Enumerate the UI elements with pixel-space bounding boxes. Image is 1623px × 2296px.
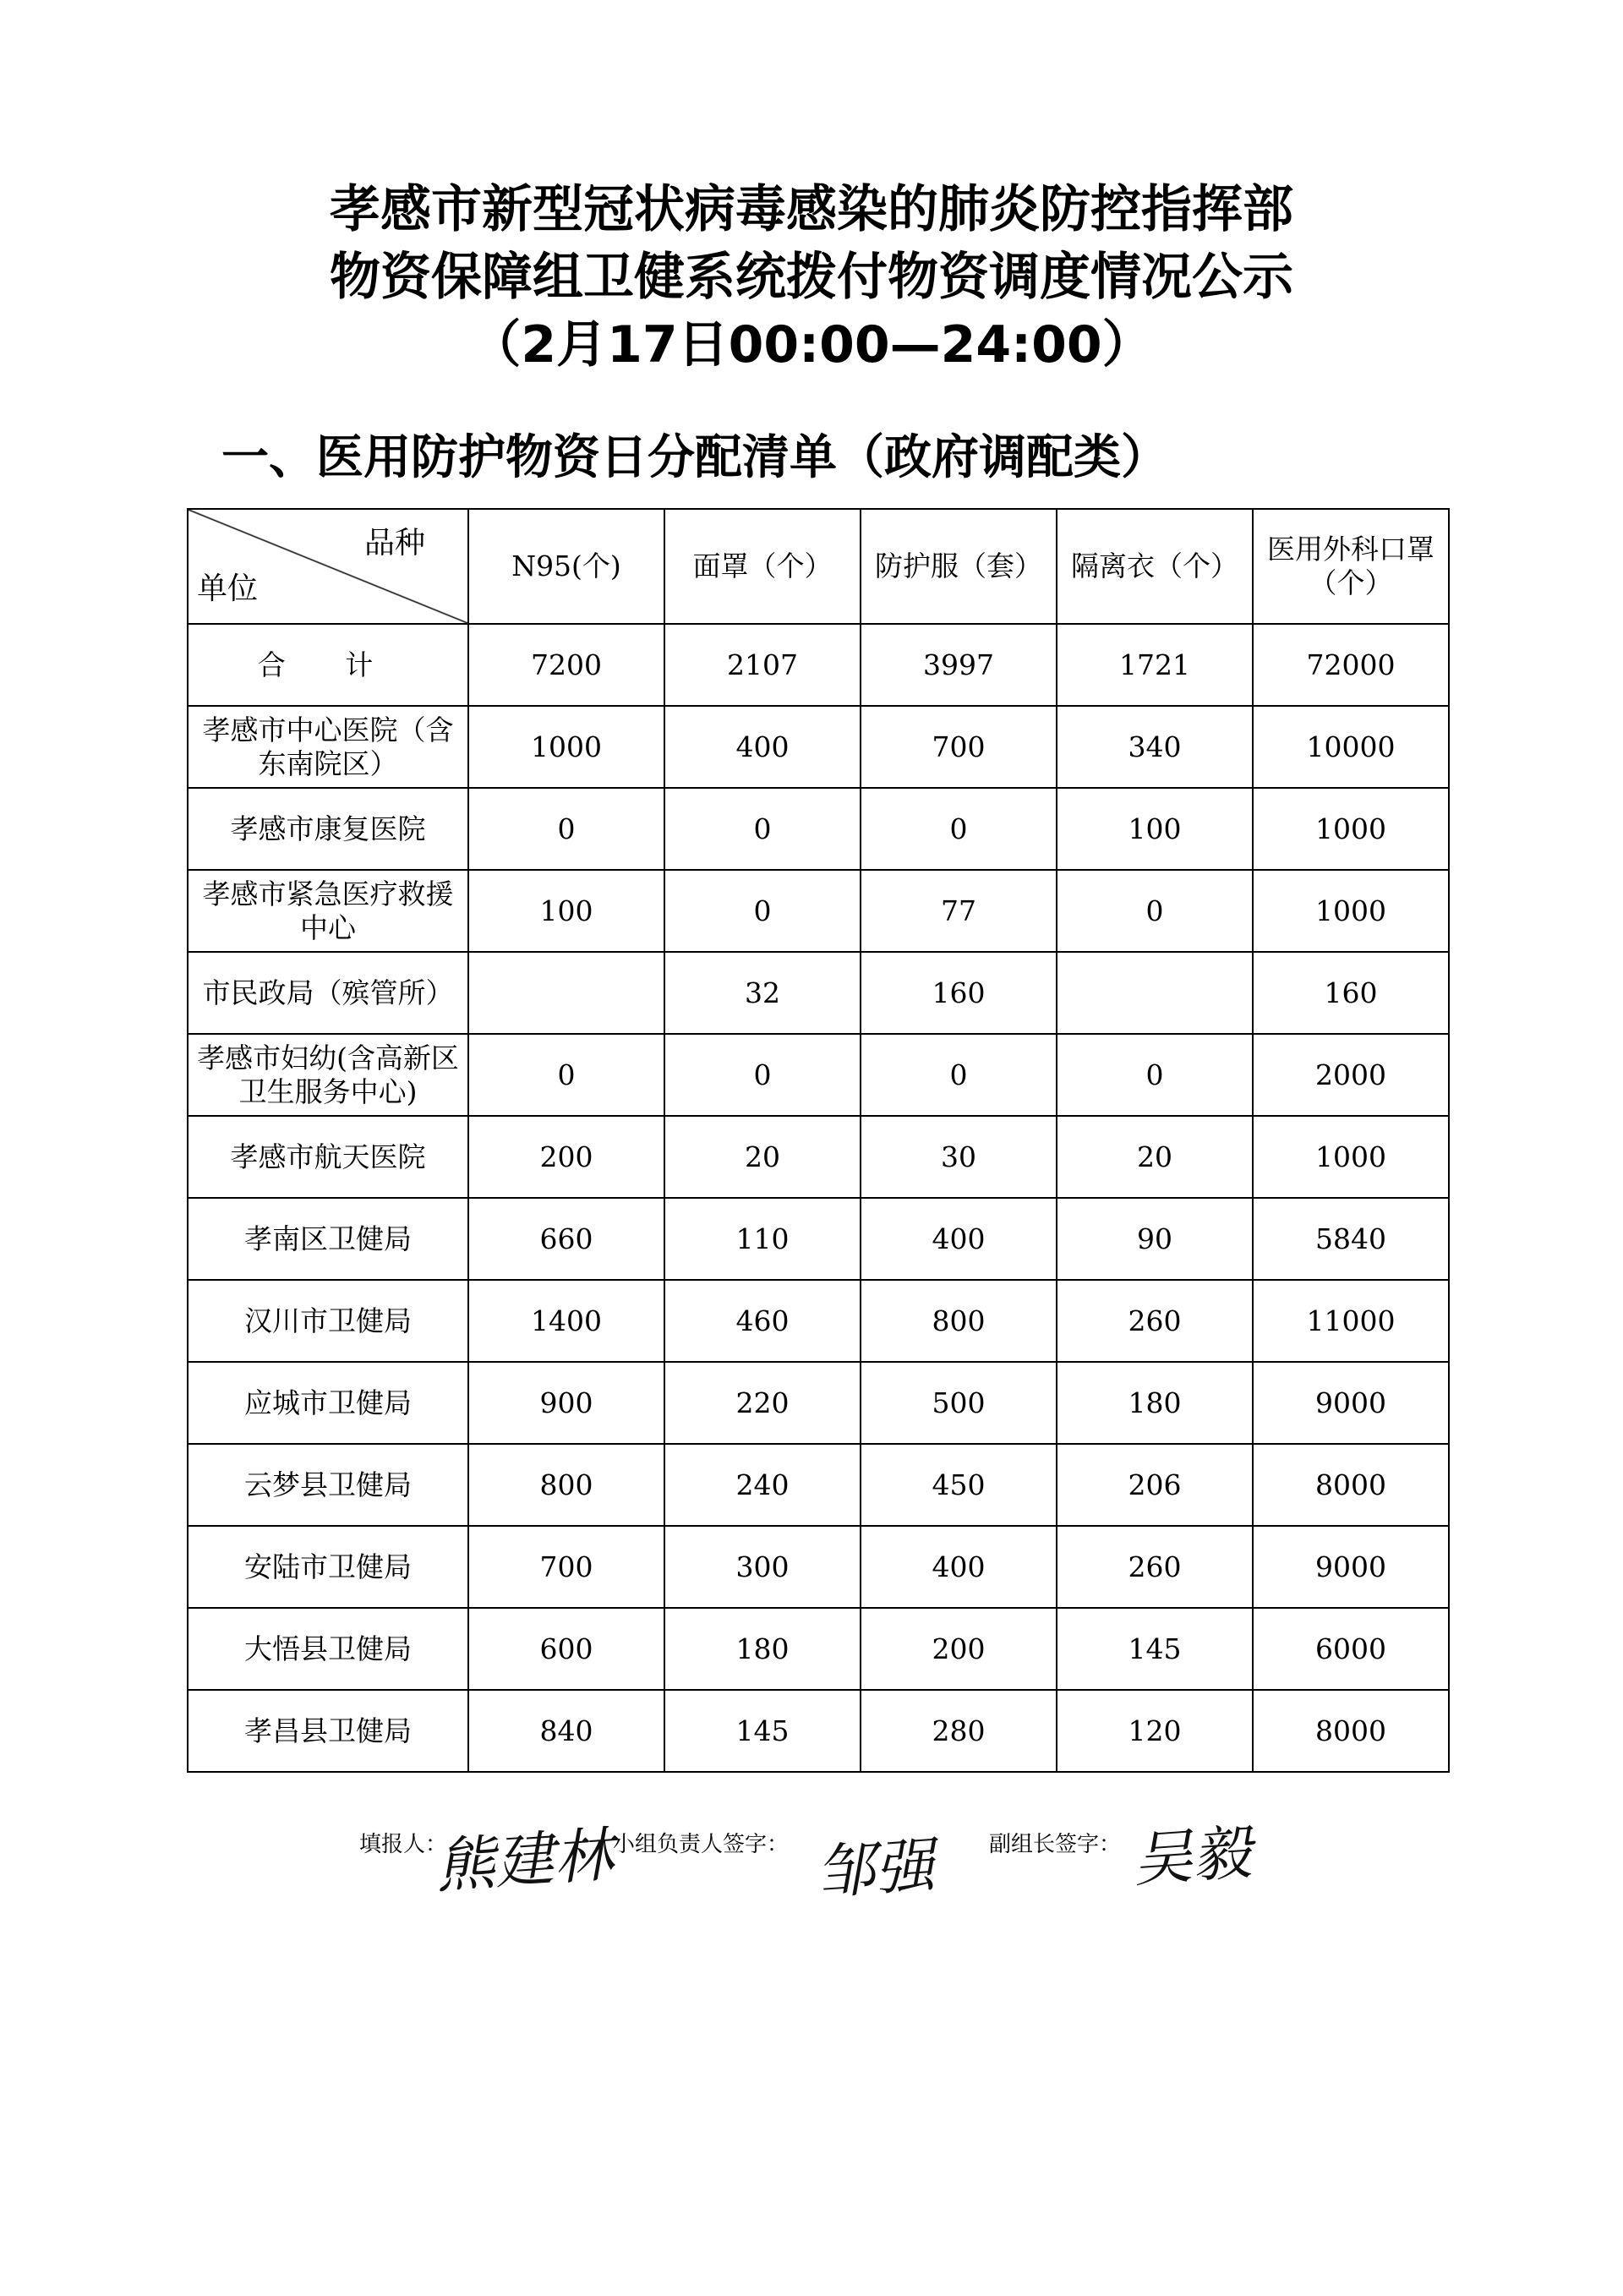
- table-row: [188, 1280, 1449, 1362]
- table-row: [188, 1608, 1449, 1690]
- unit-name-cell: 汉川市卫健局: [188, 1280, 468, 1362]
- value-cell: 160: [861, 952, 1057, 1034]
- value-cell: 9000: [1253, 1362, 1449, 1444]
- value-cell: 160: [1253, 952, 1449, 1034]
- value-cell: 11000: [1253, 1280, 1449, 1362]
- value-cell: 660: [468, 1198, 664, 1280]
- value-cell: 260: [1057, 1526, 1253, 1608]
- value-cell: 400: [861, 1198, 1057, 1280]
- filler-label: 填报人：: [359, 1832, 448, 1857]
- total-label: 合 计: [188, 624, 468, 706]
- value-cell: 9000: [1253, 1526, 1449, 1608]
- unit-name-cell: 孝感市妇幼(含高新区卫生服务中心): [188, 1034, 468, 1116]
- value-cell: 800: [468, 1444, 664, 1526]
- value-cell: 500: [861, 1362, 1057, 1444]
- column-header-isolation-gown: 隔离衣（个）: [1057, 509, 1253, 624]
- value-cell: 700: [468, 1526, 664, 1608]
- value-cell: 32: [664, 952, 861, 1034]
- value-cell: 90: [1057, 1198, 1253, 1280]
- value-cell: 145: [664, 1690, 861, 1772]
- value-cell: 30: [861, 1116, 1057, 1198]
- value-cell: 145: [1057, 1608, 1253, 1690]
- unit-name-cell: 云梦县卫健局: [188, 1444, 468, 1526]
- column-header-n95: N95(个): [468, 509, 664, 624]
- unit-name-cell: 安陆市卫健局: [188, 1526, 468, 1608]
- value-cell: 1000: [468, 706, 664, 788]
- value-cell: 240: [664, 1444, 861, 1526]
- unit-name-cell: 孝昌县卫健局: [188, 1690, 468, 1772]
- value-cell: 180: [1057, 1362, 1253, 1444]
- corner-label-unit: 单位: [197, 571, 259, 606]
- value-cell: 220: [664, 1362, 861, 1444]
- signature-row: [0, 1813, 1623, 1923]
- value-cell: 200: [468, 1116, 664, 1198]
- value-cell: 100: [1057, 788, 1253, 870]
- table-row: [188, 1526, 1449, 1608]
- value-cell: 206: [1057, 1444, 1253, 1526]
- value-cell: 77: [861, 870, 1057, 952]
- value-cell: 100: [468, 870, 664, 952]
- allocation-table: [187, 508, 1450, 1773]
- value-cell: 900: [468, 1362, 664, 1444]
- value-cell: 1000: [1253, 870, 1449, 952]
- unit-name-cell: 孝感市紧急医疗救援中心: [188, 870, 468, 952]
- unit-name-cell: 孝感市康复医院: [188, 788, 468, 870]
- value-cell: 110: [664, 1198, 861, 1280]
- total-protective-suit: 3997: [861, 624, 1057, 706]
- total-n95: 7200: [468, 624, 664, 706]
- value-cell: 400: [664, 706, 861, 788]
- value-cell: 20: [664, 1116, 861, 1198]
- value-cell: 450: [861, 1444, 1057, 1526]
- unit-name-cell: 应城市卫健局: [188, 1362, 468, 1444]
- table-row: [188, 706, 1449, 788]
- value-cell: 8000: [1253, 1690, 1449, 1772]
- corner-label-variety: 品种: [363, 526, 425, 560]
- value-cell: 20: [1057, 1116, 1253, 1198]
- unit-name-cell: 大悟县卫健局: [188, 1608, 468, 1690]
- table-row: [188, 1034, 1449, 1116]
- value-cell: 0: [664, 1034, 861, 1116]
- value-cell: 0: [1057, 1034, 1253, 1116]
- value-cell: 0: [1057, 870, 1253, 952]
- table-row: [188, 870, 1449, 952]
- table-row: [188, 1116, 1449, 1198]
- value-cell: [468, 952, 664, 1034]
- value-cell: 180: [664, 1608, 861, 1690]
- value-cell: 0: [468, 788, 664, 870]
- value-cell: 1400: [468, 1280, 664, 1362]
- value-cell: 800: [861, 1280, 1057, 1362]
- value-cell: 120: [1057, 1690, 1253, 1772]
- value-cell: 10000: [1253, 706, 1449, 788]
- table-row: [188, 1198, 1449, 1280]
- value-cell: 0: [861, 1034, 1057, 1116]
- value-cell: 0: [664, 788, 861, 870]
- value-cell: 1000: [1253, 1116, 1449, 1198]
- unit-name-cell: 孝感市中心医院（含东南院区）: [188, 706, 468, 788]
- deputy-leader-label: 副组长签字：: [989, 1832, 1122, 1857]
- value-cell: 700: [861, 706, 1057, 788]
- value-cell: 8000: [1253, 1444, 1449, 1526]
- group-leader-label: 小组负责人签字：: [613, 1832, 790, 1857]
- value-cell: 0: [861, 788, 1057, 870]
- value-cell: 2000: [1253, 1034, 1449, 1116]
- total-isolation-gown: 1721: [1057, 624, 1253, 706]
- title-line-3-date-range: （2月17日00:00—24:00）: [470, 315, 1153, 374]
- value-cell: 400: [861, 1526, 1057, 1608]
- filler-signature: 熊建林: [433, 1819, 615, 1902]
- total-row: [188, 624, 1449, 706]
- section-title: 一、医用防护物资日分配清单（政府调配类）: [221, 430, 1168, 485]
- value-cell: 260: [1057, 1280, 1253, 1362]
- value-cell: 5840: [1253, 1198, 1449, 1280]
- title-line-1: 孝感市新型冠状病毒感染的肺炎防控指挥部: [330, 180, 1293, 239]
- table-header-row: [188, 509, 1449, 624]
- value-cell: 840: [468, 1690, 664, 1772]
- value-cell: 0: [664, 870, 861, 952]
- column-header-protective-suit: 防护服（套）: [861, 509, 1057, 624]
- value-cell: [1057, 952, 1253, 1034]
- deputy-leader-signature: 吴毅: [1130, 1818, 1254, 1895]
- table-row: [188, 952, 1449, 1034]
- value-cell: 300: [664, 1526, 861, 1608]
- value-cell: 340: [1057, 706, 1253, 788]
- table-row: [188, 1444, 1449, 1526]
- value-cell: 600: [468, 1608, 664, 1690]
- title-line-2: 物资保障组卫健系统拨付物资调度情况公示: [330, 248, 1293, 307]
- value-cell: 0: [468, 1034, 664, 1116]
- corner-header-cell: [188, 509, 468, 624]
- value-cell: 1000: [1253, 788, 1449, 870]
- group-leader-signature: 邹强: [813, 1830, 937, 1908]
- total-face-shield: 2107: [664, 624, 861, 706]
- table-row: [188, 1690, 1449, 1772]
- column-header-surgical-mask: 医用外科口罩（个）: [1253, 509, 1449, 624]
- unit-name-cell: 孝南区卫健局: [188, 1198, 468, 1280]
- unit-name-cell: 孝感市航天医院: [188, 1116, 468, 1198]
- value-cell: 200: [861, 1608, 1057, 1690]
- unit-name-cell: 市民政局（殡管所）: [188, 952, 468, 1034]
- total-surgical-mask: 72000: [1253, 624, 1449, 706]
- value-cell: 280: [861, 1690, 1057, 1772]
- value-cell: 460: [664, 1280, 861, 1362]
- table-row: [188, 788, 1449, 870]
- value-cell: 6000: [1253, 1608, 1449, 1690]
- column-header-face-shield: 面罩（个）: [664, 509, 861, 624]
- table-row: [188, 1362, 1449, 1444]
